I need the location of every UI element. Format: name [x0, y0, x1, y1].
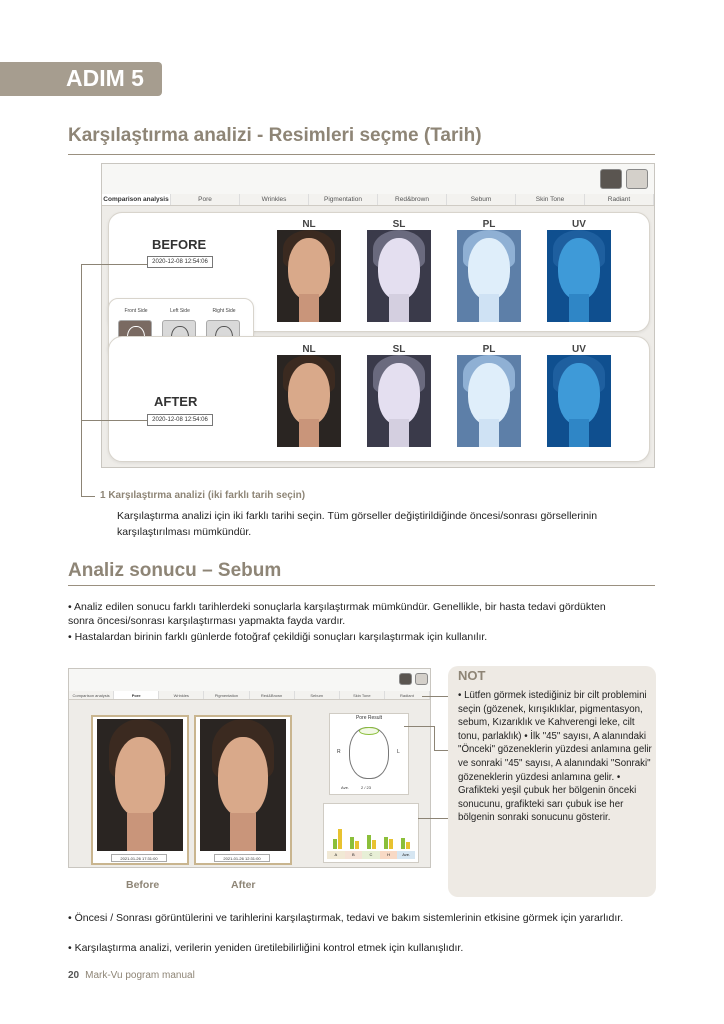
sebum-tab-bar [69, 691, 430, 700]
sebum-after-image[interactable] [200, 719, 286, 851]
after-nl-label: NL [302, 344, 316, 355]
before-pl-image[interactable] [457, 230, 521, 322]
bottom-bullet-2: • Karşılaştırma analizi, verilerin yeniden üretilebilirliğini kontrol etmek için kullanışlıdır. [68, 942, 464, 954]
page-number: 20 [68, 970, 80, 981]
front-side-label: Front Side [124, 308, 148, 314]
after-pl-label: PL [482, 344, 496, 355]
callout-bracket-line [81, 264, 82, 497]
note-connector-2b [434, 726, 435, 750]
sebum-print-icon[interactable] [415, 673, 428, 685]
zone-c-label: C [362, 851, 380, 859]
sebum-tab-pore[interactable]: Pore [114, 691, 159, 699]
callout-after-connector [81, 420, 147, 421]
section2-bullet-2: • Hastalardan birinin farklı günlerde fotoğraf çekildiği sonuçları karşılaştırmak için kullanılır. [68, 631, 488, 643]
bar-c-after [372, 840, 376, 849]
zone-avg-label: Ave. [397, 851, 415, 859]
bar-avg-before [401, 838, 405, 849]
tab-redbrown[interactable]: Red&brown [378, 194, 447, 205]
before-nl-image[interactable] [277, 230, 341, 322]
after-sl-image[interactable] [367, 355, 431, 447]
sebum-tab-sebum[interactable]: Sebum [295, 691, 340, 699]
manual-title: Mark-Vu pogram manual [85, 970, 195, 981]
sebum-toolbar [69, 669, 430, 693]
bar-b-before [350, 837, 354, 849]
map-avg-label: Ave. [341, 785, 349, 790]
page-footer [68, 970, 195, 981]
before-sl-label: SL [392, 219, 406, 230]
map-label-r: R [337, 749, 341, 755]
note-connector-2a [404, 726, 434, 727]
sebum-before-image[interactable] [97, 719, 183, 851]
note-title: NOT [458, 668, 486, 683]
print-icon[interactable] [626, 169, 648, 189]
sebum-tab-radiant[interactable]: Radiant [385, 691, 430, 699]
tab-radiant[interactable]: Radiant [585, 194, 654, 205]
tab-comparison[interactable]: Comparison analysis [102, 194, 171, 205]
zone-h-label: H [380, 851, 398, 859]
pore-result-title: Pore Result [355, 715, 383, 721]
bar-avg-after [406, 842, 410, 849]
tab-pore[interactable]: Pore [171, 194, 240, 205]
tab-sebum[interactable]: Sebum [447, 194, 516, 205]
callout-bottom-connector [81, 496, 95, 497]
sebum-tab-wrinkles[interactable]: Wrinkles [159, 691, 204, 699]
bar-b-after [355, 841, 359, 849]
map-value: 2 / 23 [361, 785, 372, 790]
bar-h-after [389, 839, 393, 849]
before-uv-image[interactable] [547, 230, 611, 322]
bar-a-after [338, 829, 342, 849]
after-pl-image[interactable] [457, 355, 521, 447]
note-text: • Lütfen görmek istediğiniz bir cilt problemini seçin (gözenek, kırışıklıklar, pigmentasyon, sebum, Kızarıklık ve Kahverengi leke, cilt tonu, parlaklık) • İlk "45" sayısı, A alanındaki "Önceki" gözeneklerin yüzdesi anlamına gelir ve sonraki "45" sayısı, A alanındaki "Sonraki" gözeneklerin yüzdesi anlamına gelir. • Grafikteki yeşil çubuk her bölgenin önceki sonucunu, grafikteki sarı çubuk ise her bölgenin sonraki sonucunu gösterir. [458, 690, 652, 824]
bar-chart-plot [329, 813, 413, 849]
tab-wrinkles[interactable]: Wrinkles [240, 194, 309, 205]
section2-bullet-1: • Analiz edilen sonucu farklı tarihlerdeki sonuçlarla karşılaştırmak mümkündür. Genellikle, bir hasta tedavi gördükten sonra öncesi/sonrası karşılaştırması yapmakta fayda vardır. [68, 601, 606, 627]
tab-bar [102, 194, 654, 206]
zone-a-label: A [327, 851, 345, 859]
note-connector-3 [418, 818, 450, 819]
sebum-tab-skin-tone[interactable]: Skin Tone [340, 691, 385, 699]
sebum-save-icon[interactable] [399, 673, 412, 685]
zone-a-highlight [359, 727, 379, 735]
section2-rule [68, 585, 655, 586]
tab-pigmentation[interactable]: Pigmentation [309, 194, 378, 205]
sebum-tab-pigmentation[interactable]: Pigmentation [204, 691, 249, 699]
before-label: BEFORE [152, 237, 207, 252]
before-date-select[interactable]: 2020-12-08 12:54:06 [147, 256, 213, 268]
zone-b-label: B [345, 851, 363, 859]
step-label: ADIM 5 [66, 65, 144, 91]
sebum-tab-redbrown[interactable]: Red&Brown [250, 691, 295, 699]
callout-before-connector [81, 264, 147, 265]
section1-title: Karşılaştırma analizi - Resimleri seçme (Tarih) [68, 125, 482, 146]
bar-c-before [367, 835, 371, 849]
after-nl-image[interactable] [277, 355, 341, 447]
tab-skin-tone[interactable]: Skin Tone [516, 194, 585, 205]
after-uv-image[interactable] [547, 355, 611, 447]
sebum-tab-comparison[interactable]: Comparison analysis [69, 691, 114, 699]
before-nl-label: NL [302, 219, 316, 230]
zone-legend-row [327, 851, 415, 859]
save-icon[interactable] [600, 169, 622, 189]
sebum-app-screenshot [68, 668, 431, 868]
left-side-label: Left Side [170, 308, 190, 314]
callout-title: 1 Karşılaştırma analizi (iki farklı tarih seçin) [100, 490, 306, 501]
sebum-after-date[interactable]: 2021-01-26 12:31:00 [214, 854, 270, 862]
callout-text: Karşılaştırma analizi için iki farklı tarihi seçin. Tüm görseller değiştirildiğinde öncesi/sonrası görsellerinin karşılaştırılması mümkündür. [117, 510, 598, 538]
bottom-bullet-1: • Öncesi / Sonrası görüntülerini ve tarihlerini karşılaştırmak, tedavi ve bakım sistemlerinin etkisine görmek için yararlıdır. [68, 912, 624, 924]
right-side-label: Right Side [212, 308, 236, 314]
note-connector-1 [422, 696, 450, 697]
before-pl-label: PL [482, 219, 496, 230]
after-label: AFTER [154, 394, 198, 409]
after-sl-label: SL [392, 344, 406, 355]
map-label-l: L [397, 749, 400, 755]
bar-a-before [333, 839, 337, 849]
bar-h-before [384, 837, 388, 849]
after-date-select[interactable]: 2020-12-08 12:54:06 [147, 414, 213, 426]
before-uv-label: UV [572, 219, 586, 230]
before-sl-image[interactable] [367, 230, 431, 322]
section2-title: Analiz sonucu – Sebum [68, 560, 282, 581]
step-badge [0, 62, 162, 96]
before-caption: Before [126, 879, 160, 891]
comparison-app-screenshot [101, 163, 655, 468]
sebum-before-date[interactable]: 2021-01-26 17:31:00 [111, 854, 167, 862]
section1-rule [68, 154, 655, 155]
after-uv-label: UV [572, 344, 586, 355]
toolbar [102, 164, 654, 198]
after-caption: After [231, 879, 256, 891]
